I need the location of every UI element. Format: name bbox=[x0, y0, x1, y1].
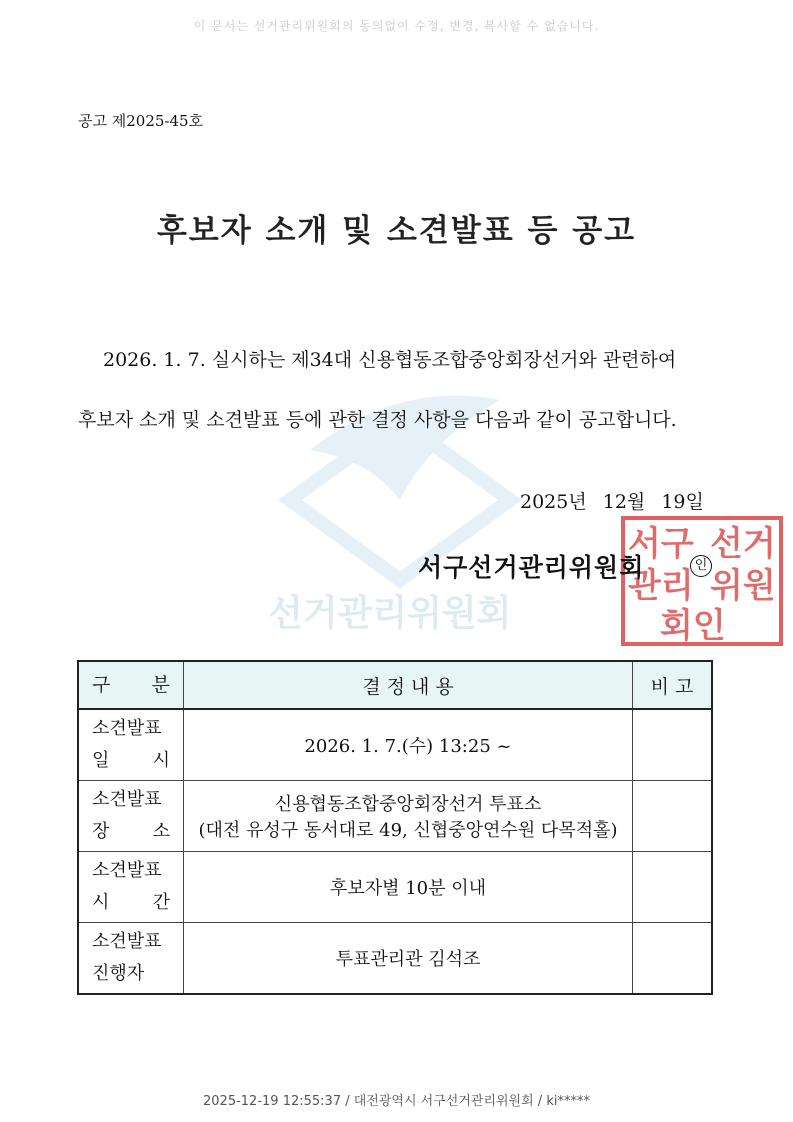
seal-mark: 인 bbox=[690, 555, 712, 577]
row-note bbox=[633, 781, 713, 852]
notice-date: 2025년 12월 19일 bbox=[520, 491, 704, 513]
row-note bbox=[633, 709, 713, 781]
table-header-row bbox=[78, 661, 712, 709]
row-category: 소견발표 장 소 bbox=[78, 781, 184, 852]
notice-number: 공고 제2025-45호 bbox=[78, 112, 204, 130]
header-category: 구 분 bbox=[78, 661, 184, 709]
watermark-text: 선거관리위원회 bbox=[268, 593, 512, 634]
official-seal-stamp bbox=[620, 515, 784, 647]
row-content: 신용협동조합중앙회장선거 투표소 (대전 유성구 동서대로 49, 신협중앙연수원 다목적홀) bbox=[184, 781, 633, 852]
svg-text:관리: 관리 bbox=[628, 566, 694, 606]
header-note: 비 고 bbox=[633, 661, 713, 709]
issuing-organization: 서구선거관리위원회 bbox=[418, 553, 645, 582]
table-row bbox=[78, 923, 712, 995]
row-category: 소견발표 일 시 bbox=[78, 709, 184, 781]
row-category: 소견발표 진행자 bbox=[78, 923, 184, 995]
page-title: 후보자 소개 및 소견발표 등 공고 bbox=[156, 213, 637, 249]
copy-restriction-notice: 이 문서는 선거관리위원회의 동의없이 수정, 변경, 복사할 수 없습니다. bbox=[193, 19, 600, 33]
header-content: 결 정 내 용 bbox=[184, 661, 633, 709]
svg-text:회인: 회인 bbox=[660, 606, 726, 646]
row-note bbox=[633, 852, 713, 923]
body-text-line-1: 2026. 1. 7. 실시하는 제34대 신용협동조합중앙회장선거와 관련하여 bbox=[103, 349, 677, 371]
table-row bbox=[78, 781, 712, 852]
svg-text:선거: 선거 bbox=[710, 524, 776, 564]
table-row bbox=[78, 709, 712, 781]
table-row bbox=[78, 852, 712, 923]
print-footer: 2025-12-19 12:55:37 / 대전광역시 서구선거관리위원회 / ki***** bbox=[203, 1094, 590, 1109]
row-content: 투표관리관 김석조 bbox=[184, 923, 633, 995]
row-note bbox=[633, 923, 713, 995]
body-text-line-2: 후보자 소개 및 소견발표 등에 관한 결정 사항을 다음과 같이 공고합니다. bbox=[78, 409, 677, 431]
row-content: 2026. 1. 7.(수) 13:25 ~ bbox=[184, 709, 633, 781]
row-content: 후보자별 10분 이내 bbox=[184, 852, 633, 923]
row-category: 소견발표 시 간 bbox=[78, 852, 184, 923]
svg-text:서구: 서구 bbox=[628, 524, 694, 564]
svg-text:위원: 위원 bbox=[710, 566, 776, 606]
decision-table bbox=[77, 660, 713, 995]
